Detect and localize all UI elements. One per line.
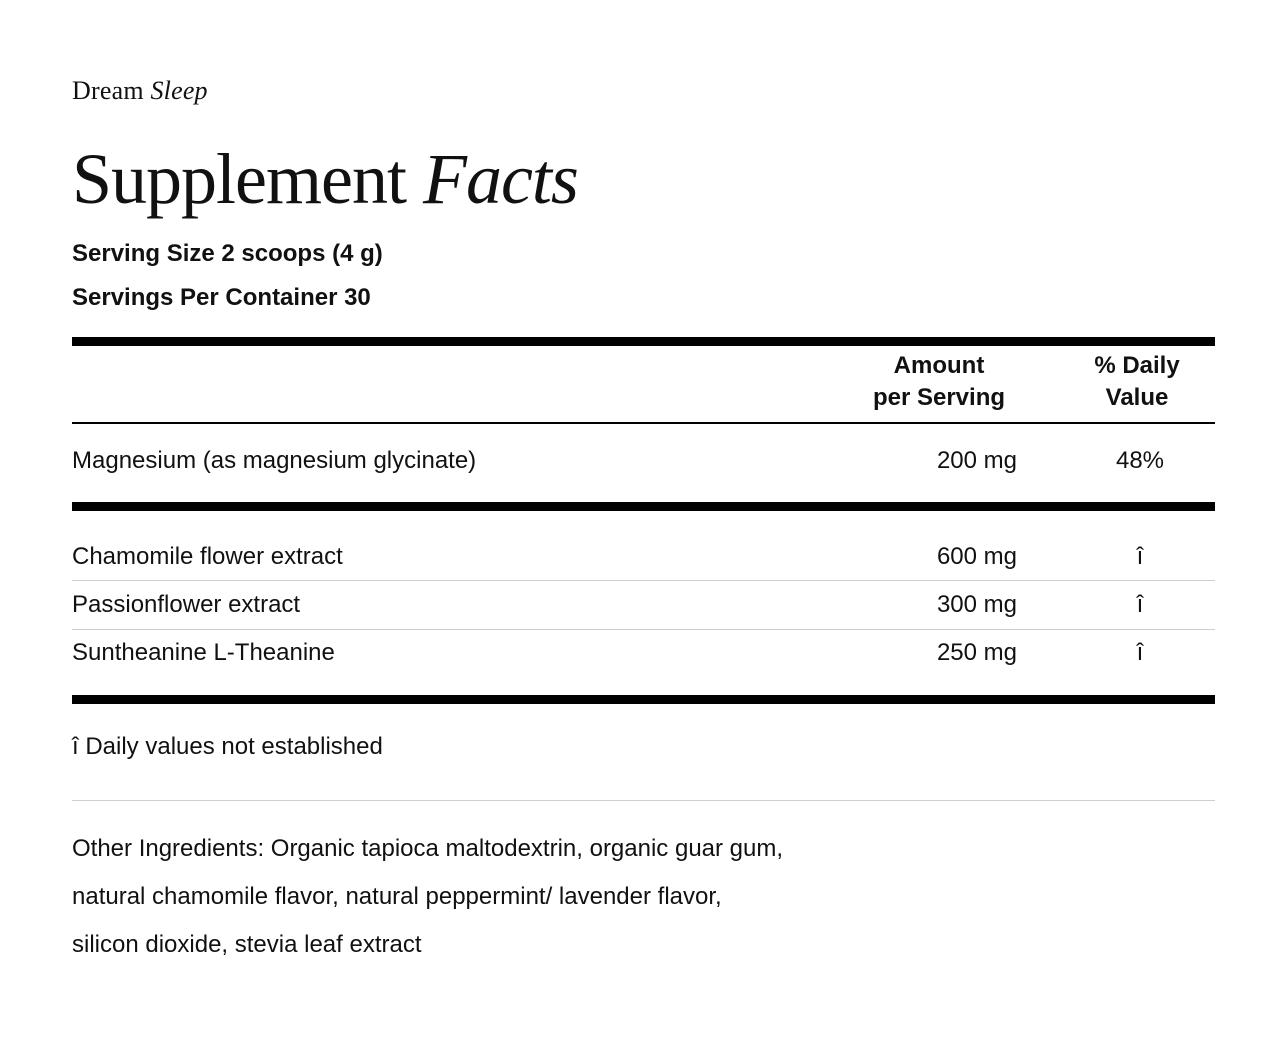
column-header-daily-value bbox=[1062, 350, 1212, 414]
column-header-amount-line2: per Serving bbox=[872, 384, 1006, 411]
footnote: î Daily values not established bbox=[72, 733, 383, 760]
column-header-dv-line1: % Daily bbox=[1094, 352, 1180, 379]
other-ingredients: Other Ingredients: Organic tapioca maltodextrin, organic guar gum, natural chamomile flavor, natural peppermint/ lavender flavor, silicon dioxide, stevia leaf extract bbox=[72, 835, 784, 958]
table-row bbox=[72, 637, 1215, 669]
divider-thick-top bbox=[72, 337, 1215, 346]
ingredient-amount: 250 mg bbox=[936, 639, 1017, 666]
ingredient-name: Suntheanine L-Theanine bbox=[72, 639, 335, 666]
title-regular: Supplement bbox=[72, 139, 406, 219]
divider-thin bbox=[72, 580, 1215, 581]
ingredient-amount: 600 mg bbox=[936, 543, 1017, 570]
page-title bbox=[72, 138, 578, 221]
product-name bbox=[72, 76, 208, 106]
nutrient-amount: 200 mg bbox=[936, 447, 1017, 474]
divider-header bbox=[72, 422, 1215, 424]
ingredient-name: Chamomile flower extract bbox=[72, 543, 343, 570]
ingredient-name: Passionflower extract bbox=[72, 591, 301, 618]
product-name-italic: Sleep bbox=[150, 76, 208, 105]
nutrient-name: Magnesium (as magnesium glycinate) bbox=[72, 447, 477, 474]
table-row bbox=[72, 541, 1215, 573]
divider-thin bbox=[72, 629, 1215, 630]
ingredient-amount: 300 mg bbox=[936, 591, 1017, 618]
serving-size: Serving Size 2 scoops (4 g) bbox=[72, 240, 383, 267]
table-row bbox=[72, 589, 1215, 621]
product-name-regular: Dream bbox=[72, 76, 144, 105]
ingredient-daily-value: î bbox=[1136, 591, 1144, 618]
divider-thin bbox=[72, 800, 1215, 801]
column-header-amount bbox=[850, 350, 1028, 414]
divider-thick-middle bbox=[72, 502, 1215, 511]
servings-per-container: Servings Per Container 30 bbox=[72, 284, 371, 311]
ingredient-daily-value: î bbox=[1136, 639, 1144, 666]
column-header-dv-line2: Value bbox=[1105, 384, 1169, 411]
table-row bbox=[72, 445, 1215, 477]
column-header-amount-line1: Amount bbox=[893, 352, 985, 379]
divider-thick-bottom bbox=[72, 695, 1215, 704]
ingredient-daily-value: î bbox=[1136, 543, 1144, 570]
nutrient-daily-value: 48% bbox=[1115, 447, 1165, 474]
title-italic: Facts bbox=[422, 139, 578, 219]
